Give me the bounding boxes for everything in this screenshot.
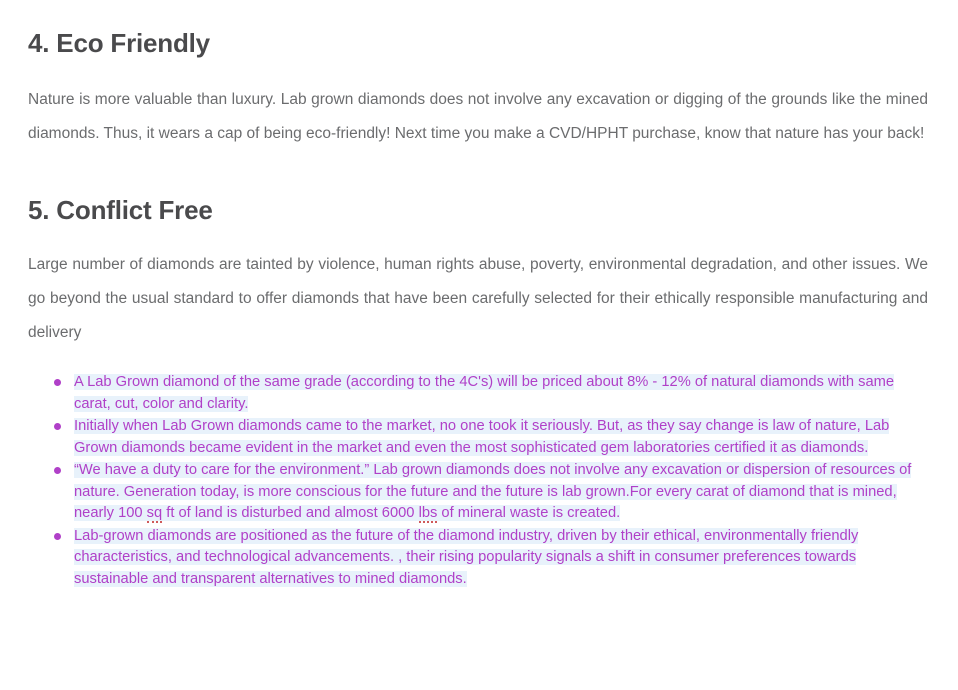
paragraph-eco-friendly: Nature is more valuable than luxury. Lab grown diamonds does not involve any excavation or digging of the grounds like the mined diamonds. Thus, it wears a cap of being eco-friendly! Next time you make a CVD/HPHT purchase, know that nature has your back!: [28, 91, 928, 142]
list-item-text: A Lab Grown diamond of the same grade (according to the 4C's) will be priced about 8% - 12% of natural diamonds with same carat, cut, color and clarity.: [74, 374, 895, 412]
paragraph-conflict-free: Large number of diamonds are tainted by violence, human rights abuse, poverty, environmental degradation, and other issues. We go beyond the usual standard to offer diamonds that have been carefully selected for their ethically responsible manufacturing and delivery: [28, 256, 928, 341]
list-item: [50, 460, 928, 525]
list-item-text: “We have a duty to care for the environment.” Lab grown diamonds does not involve any excavation or dispersion of resources of nature. Generation today, is more conscious for the future and the future is lab grown.For every carat of diamond that is mined, nearly 100 sq ft of land is disturbed and almost 6000 lbs of mineral waste is created.: [74, 462, 912, 521]
section-heading-conflict-free: 5. Conflict Free: [28, 195, 213, 225]
page-title: 4. Eco Friendly: [28, 28, 210, 58]
list-item: [50, 372, 928, 415]
list-item-text: Initially when Lab Grown diamonds came to the market, no one took it seriously. But, as they say change is law of nature, Lab Grown diamonds became evident in the market and even the most sophisticated gem laboratories certified it as diamonds.: [74, 418, 890, 456]
list-item: [50, 526, 928, 591]
list-item-text: Lab-grown diamonds are positioned as the future of the diamond industry, driven by their ethical, environmentally friendly characteristics, and technological advancements. , their rising popularity signals a shift in consumer preferences towards sustainable and transparent alternatives to mined diamonds.: [74, 527, 859, 587]
list-item: [50, 416, 928, 459]
bullet-list: [28, 372, 928, 590]
